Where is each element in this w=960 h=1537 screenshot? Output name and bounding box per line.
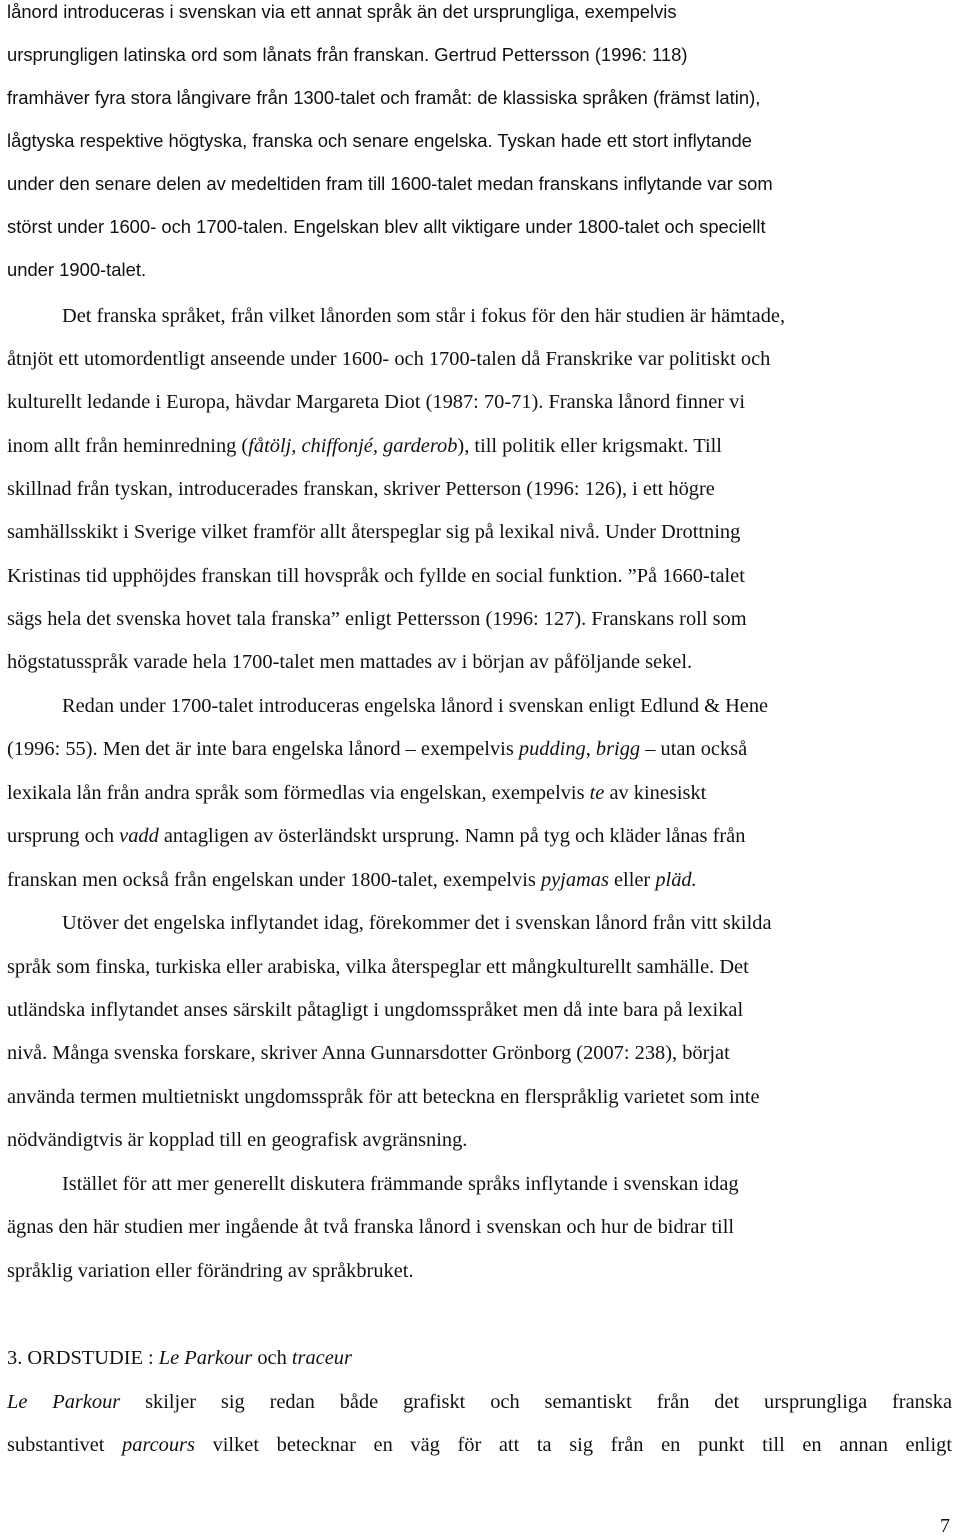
italic-text: te <box>589 782 605 804</box>
text-segment: högstatusspråk varade hela 1700-talet men mattades av i början av påföljande sekel. <box>7 651 693 673</box>
italic-text: parcours <box>122 1434 195 1456</box>
text-segment: inom allt från heminredning ( <box>7 435 249 457</box>
italic-text: Le Parkour <box>158 1347 253 1369</box>
text-segment: under 1900-talet. <box>7 259 147 280</box>
text-segment: Det franska språket, från vilket lånorden som står i fokus för den här studien är hämtade, <box>62 305 786 327</box>
text-segment: Kristinas tid upphöjdes franskan till hovspråk och fyllde en social funktion. ”På 1660-talet <box>7 565 745 587</box>
text-line <box>7 477 715 501</box>
text-line <box>7 737 747 761</box>
text-line <box>7 258 146 282</box>
italic-text: traceur <box>291 1347 352 1369</box>
text-line <box>7 1259 414 1283</box>
text-segment: ägnas den här studien mer ingående åt två franska lånord i svenskan och hur de bidrar till <box>7 1216 735 1238</box>
text-line <box>7 868 697 892</box>
text-segment: språklig variation eller förändring av språkbruket. <box>7 1260 414 1282</box>
text-line <box>7 1390 952 1414</box>
text-line <box>7 1085 760 1109</box>
text-line <box>7 347 770 371</box>
text-segment: substantivet <box>7 1434 123 1456</box>
text-segment: 3. ORDSTUDIE : <box>7 1347 159 1369</box>
italic-text: pyjamas <box>540 869 609 891</box>
text-segment: och <box>252 1347 292 1369</box>
text-segment: nivå. Många svenska forskare, skriver Anna Gunnarsdotter Grönborg (2007: 238), börjat <box>7 1042 730 1064</box>
text-line <box>7 650 692 674</box>
text-segment: ursprungligen latinska ord som lånats från franskan. Gertrud Pettersson (1996: 118) <box>7 44 688 65</box>
text-line <box>7 1128 467 1152</box>
text-line <box>7 1433 952 1457</box>
text-line <box>62 1172 739 1196</box>
text-line <box>7 0 677 24</box>
page-number: 7 <box>940 1515 950 1537</box>
text-segment: samhällsskikt i Sverige vilket framför allt återspeglar sig på lexikal nivå. Under Drottning <box>7 521 741 543</box>
text-segment: ursprung och <box>7 825 120 847</box>
italic-text: Le Parkour <box>7 1391 121 1413</box>
text-segment: nödvändigtvis är kopplad till en geografisk avgränsning. <box>7 1129 468 1151</box>
text-line <box>7 215 766 239</box>
text-segment: ), till politik eller krigsmakt. Till <box>457 435 722 457</box>
text-segment: Utöver det engelska inflytandet idag, förekommer det i svenskan lånord från vitt skilda <box>62 912 772 934</box>
text-segment: störst under 1600- och 1700-talen. Engelskan blev allt viktigare under 1800-talet och speciellt <box>7 216 766 237</box>
text-segment: lånord introduceras i svenskan via ett annat språk än det ursprungliga, exempelvis <box>7 1 677 22</box>
italic-text: vadd <box>119 825 159 847</box>
text-line <box>7 390 745 414</box>
text-segment: av kinesiskt <box>604 782 707 804</box>
text-segment: använda termen multietniskt ungdomsspråk för att beteckna en flerspråklig varietet som inte <box>7 1086 760 1108</box>
italic-text: pudding <box>518 738 586 760</box>
text-line <box>7 824 745 848</box>
italic-text: fåtölj, chiffonjé, garderob <box>248 435 458 457</box>
text-line <box>7 781 706 805</box>
text-line <box>7 955 749 979</box>
text-line <box>7 172 773 196</box>
text-line <box>62 911 772 935</box>
text-segment: utländska inflytandet anses särskilt påtagligt i ungdomsspråket men då inte bara på lexikal <box>7 999 744 1021</box>
text-line <box>7 520 740 544</box>
text-line <box>7 43 687 67</box>
text-segment: språk som finska, turkiska eller arabiska, vilka återspeglar ett mångkulturellt samhälle. Det <box>7 956 749 978</box>
text-line <box>7 1346 352 1370</box>
text-segment: vilket betecknar en väg för att ta sig från en punkt till en annan enligt <box>194 1434 952 1456</box>
text-line <box>7 129 752 153</box>
text-segment: sägs hela det svenska hovet tala franska” enligt Pettersson (1996: 127). Franskans roll som <box>7 608 747 630</box>
text-segment: lågtyska respektive högtyska, franska och senare engelska. Tyskan hade ett stort inflytande <box>7 130 752 151</box>
text-line <box>7 564 745 588</box>
text-segment: Istället för att mer generellt diskutera främmande språks inflytande i svenskan idag <box>62 1173 739 1195</box>
text-segment: eller <box>608 869 656 891</box>
text-segment: – utan också <box>640 738 748 760</box>
text-segment: framhäver fyra stora långivare från 1300-talet och framåt: de klassiska språken (främst latin), <box>7 87 761 108</box>
text-segment: (1996: 55). Men det är inte bara engelska lånord – exempelvis <box>7 738 519 760</box>
text-line <box>7 434 722 458</box>
text-segment: Redan under 1700-talet introduceras engelska lånord i svenskan enligt Edlund & Hene <box>62 695 769 717</box>
text-line <box>7 86 760 110</box>
text-segment: franskan men också från engelskan under 1800-talet, exempelvis <box>7 869 541 891</box>
text-segment: under den senare delen av medeltiden fram till 1600-talet medan franskans inflytande var som <box>7 173 773 194</box>
italic-text: pläd. <box>655 869 697 891</box>
text-line <box>62 304 785 328</box>
text-line <box>62 694 768 718</box>
text-segment: skillnad från tyskan, introducerades franskan, skriver Petterson (1996: 126), i ett högre <box>7 478 715 500</box>
text-segment: kulturellt ledande i Europa, hävdar Margareta Diot (1987: 70-71). Franska lånord finner vi <box>7 391 745 413</box>
text-segment: antagligen av österländskt ursprung. Namn på tyg och kläder lånas från <box>158 825 746 847</box>
text-line <box>7 607 747 631</box>
italic-text: brigg <box>595 738 641 760</box>
text-segment: , <box>585 738 596 760</box>
text-line <box>7 1215 734 1239</box>
text-segment: skiljer sig redan både grafiskt och semantiskt från det ursprungliga franska <box>120 1391 952 1413</box>
text-segment: lexikala lån från andra språk som förmedlas via engelskan, exempelvis <box>7 782 590 804</box>
text-segment: åtnjöt ett utomordentligt anseende under 1600- och 1700-talen då Franskrike var politiskt och <box>7 348 771 370</box>
text-line <box>7 998 743 1022</box>
text-line <box>7 1041 730 1065</box>
